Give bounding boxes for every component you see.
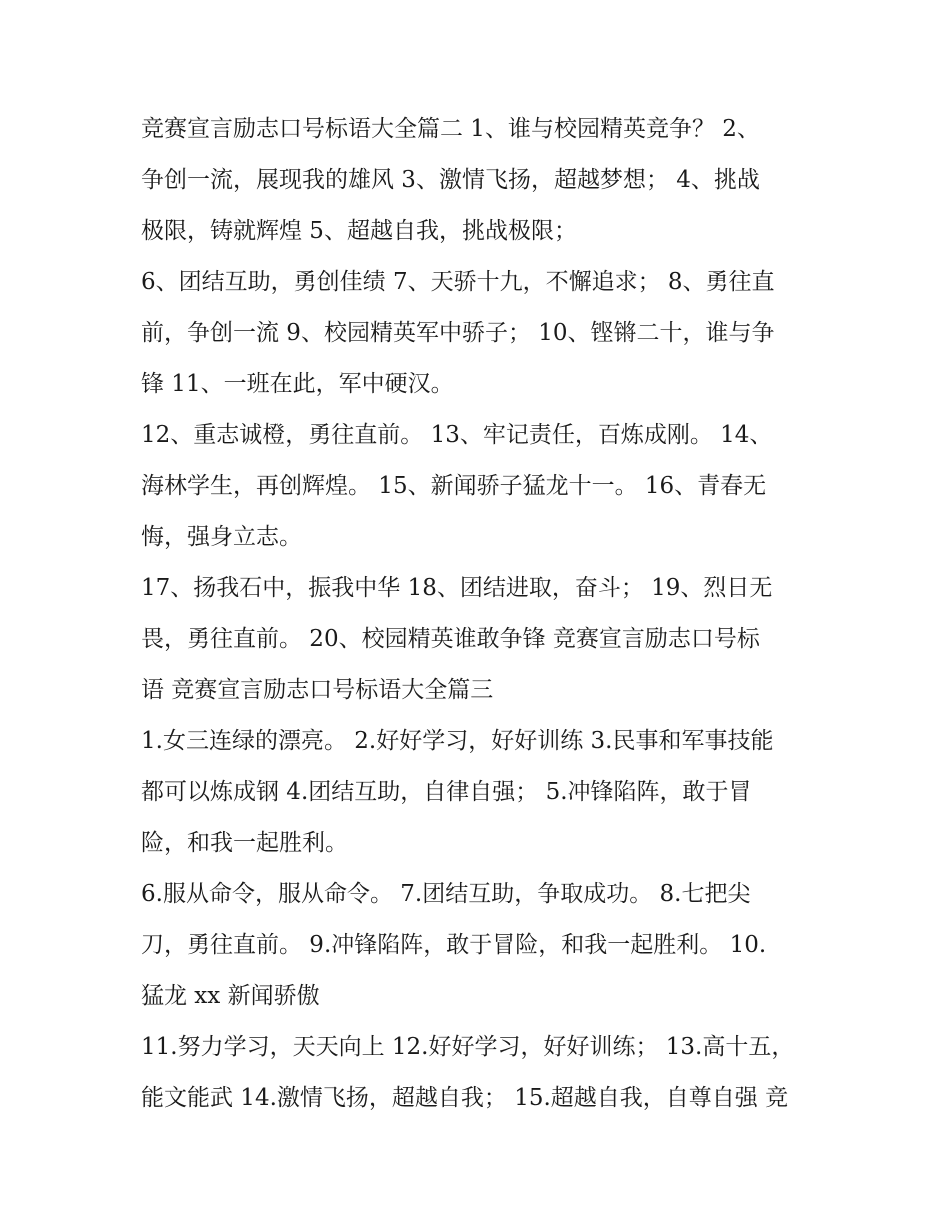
text-line: 能文能武 14.激情飞扬，超越自我； 15.超越自我，自尊自强 竞 [141, 1085, 789, 1111]
paragraph-1 [141, 104, 821, 257]
text-line: 海林学生，再创辉煌。 15、新闻骄子猛龙十一。 16、青春无 [141, 473, 767, 499]
text-line: 猛龙 xx 新闻骄傲 [141, 983, 320, 1009]
text-line: 1.女三连绿的漂亮。 2.好好学习，好好训练 3.民事和军事技能 [141, 728, 774, 754]
document-body [141, 104, 821, 1124]
text-line: 极限，铸就辉煌 5、超越自我，挑战极限； [141, 218, 577, 244]
text-line: 12、重志诚橙，勇往直前。 13、牢记责任，百炼成刚。 14、 [141, 422, 773, 448]
text-line: 畏，勇往直前。 20、校园精英谁敢争锋 竞赛宣言励志口号标 [141, 626, 760, 652]
text-line: 争创一流，展现我的雄风 3、激情飞扬，超越梦想； 4、挑战 [141, 167, 760, 193]
paragraph-5 [141, 716, 821, 869]
paragraph-7 [141, 1022, 821, 1124]
text-line: 悔，强身立志。 [141, 524, 302, 550]
paragraph-3 [141, 410, 821, 563]
text-line: 刀，勇往直前。 9.冲锋陷阵，敢于冒险，和我一起胜利。 10. [141, 932, 767, 958]
text-line: 都可以炼成钢 4.团结互助，自律自强； 5.冲锋陷阵，敢于冒 [141, 779, 752, 805]
text-line: 险，和我一起胜利。 [141, 830, 348, 856]
text-line: 6.服从命令，服从命令。 7.团结互助，争取成功。 8.七把尖 [141, 881, 751, 907]
paragraph-4 [141, 563, 821, 716]
text-line: 前，争创一流 9、校园精英军中骄子； 10、铿锵二十，谁与争 [141, 320, 775, 346]
text-line: 11.努力学习，天天向上 12.好好学习，好好训练； 13.高十五， [141, 1034, 795, 1060]
paragraph-6 [141, 869, 821, 1022]
text-line: 语 竞赛宣言励志口号标语大全篇三 [141, 677, 494, 703]
text-line: 6、团结互助，勇创佳绩 7、天骄十九，不懈追求； 8、勇往直 [141, 269, 775, 295]
text-line: 17、扬我石中，振我中华 18、团结进取，奋斗； 19、烈日无 [141, 575, 773, 601]
paragraph-2 [141, 257, 821, 410]
text-line: 锋 11、一班在此，军中硬汉。 [141, 371, 454, 397]
text-line: 竞赛宣言励志口号标语大全篇二 1、谁与校园精英竞争？ 2、 [141, 116, 760, 142]
